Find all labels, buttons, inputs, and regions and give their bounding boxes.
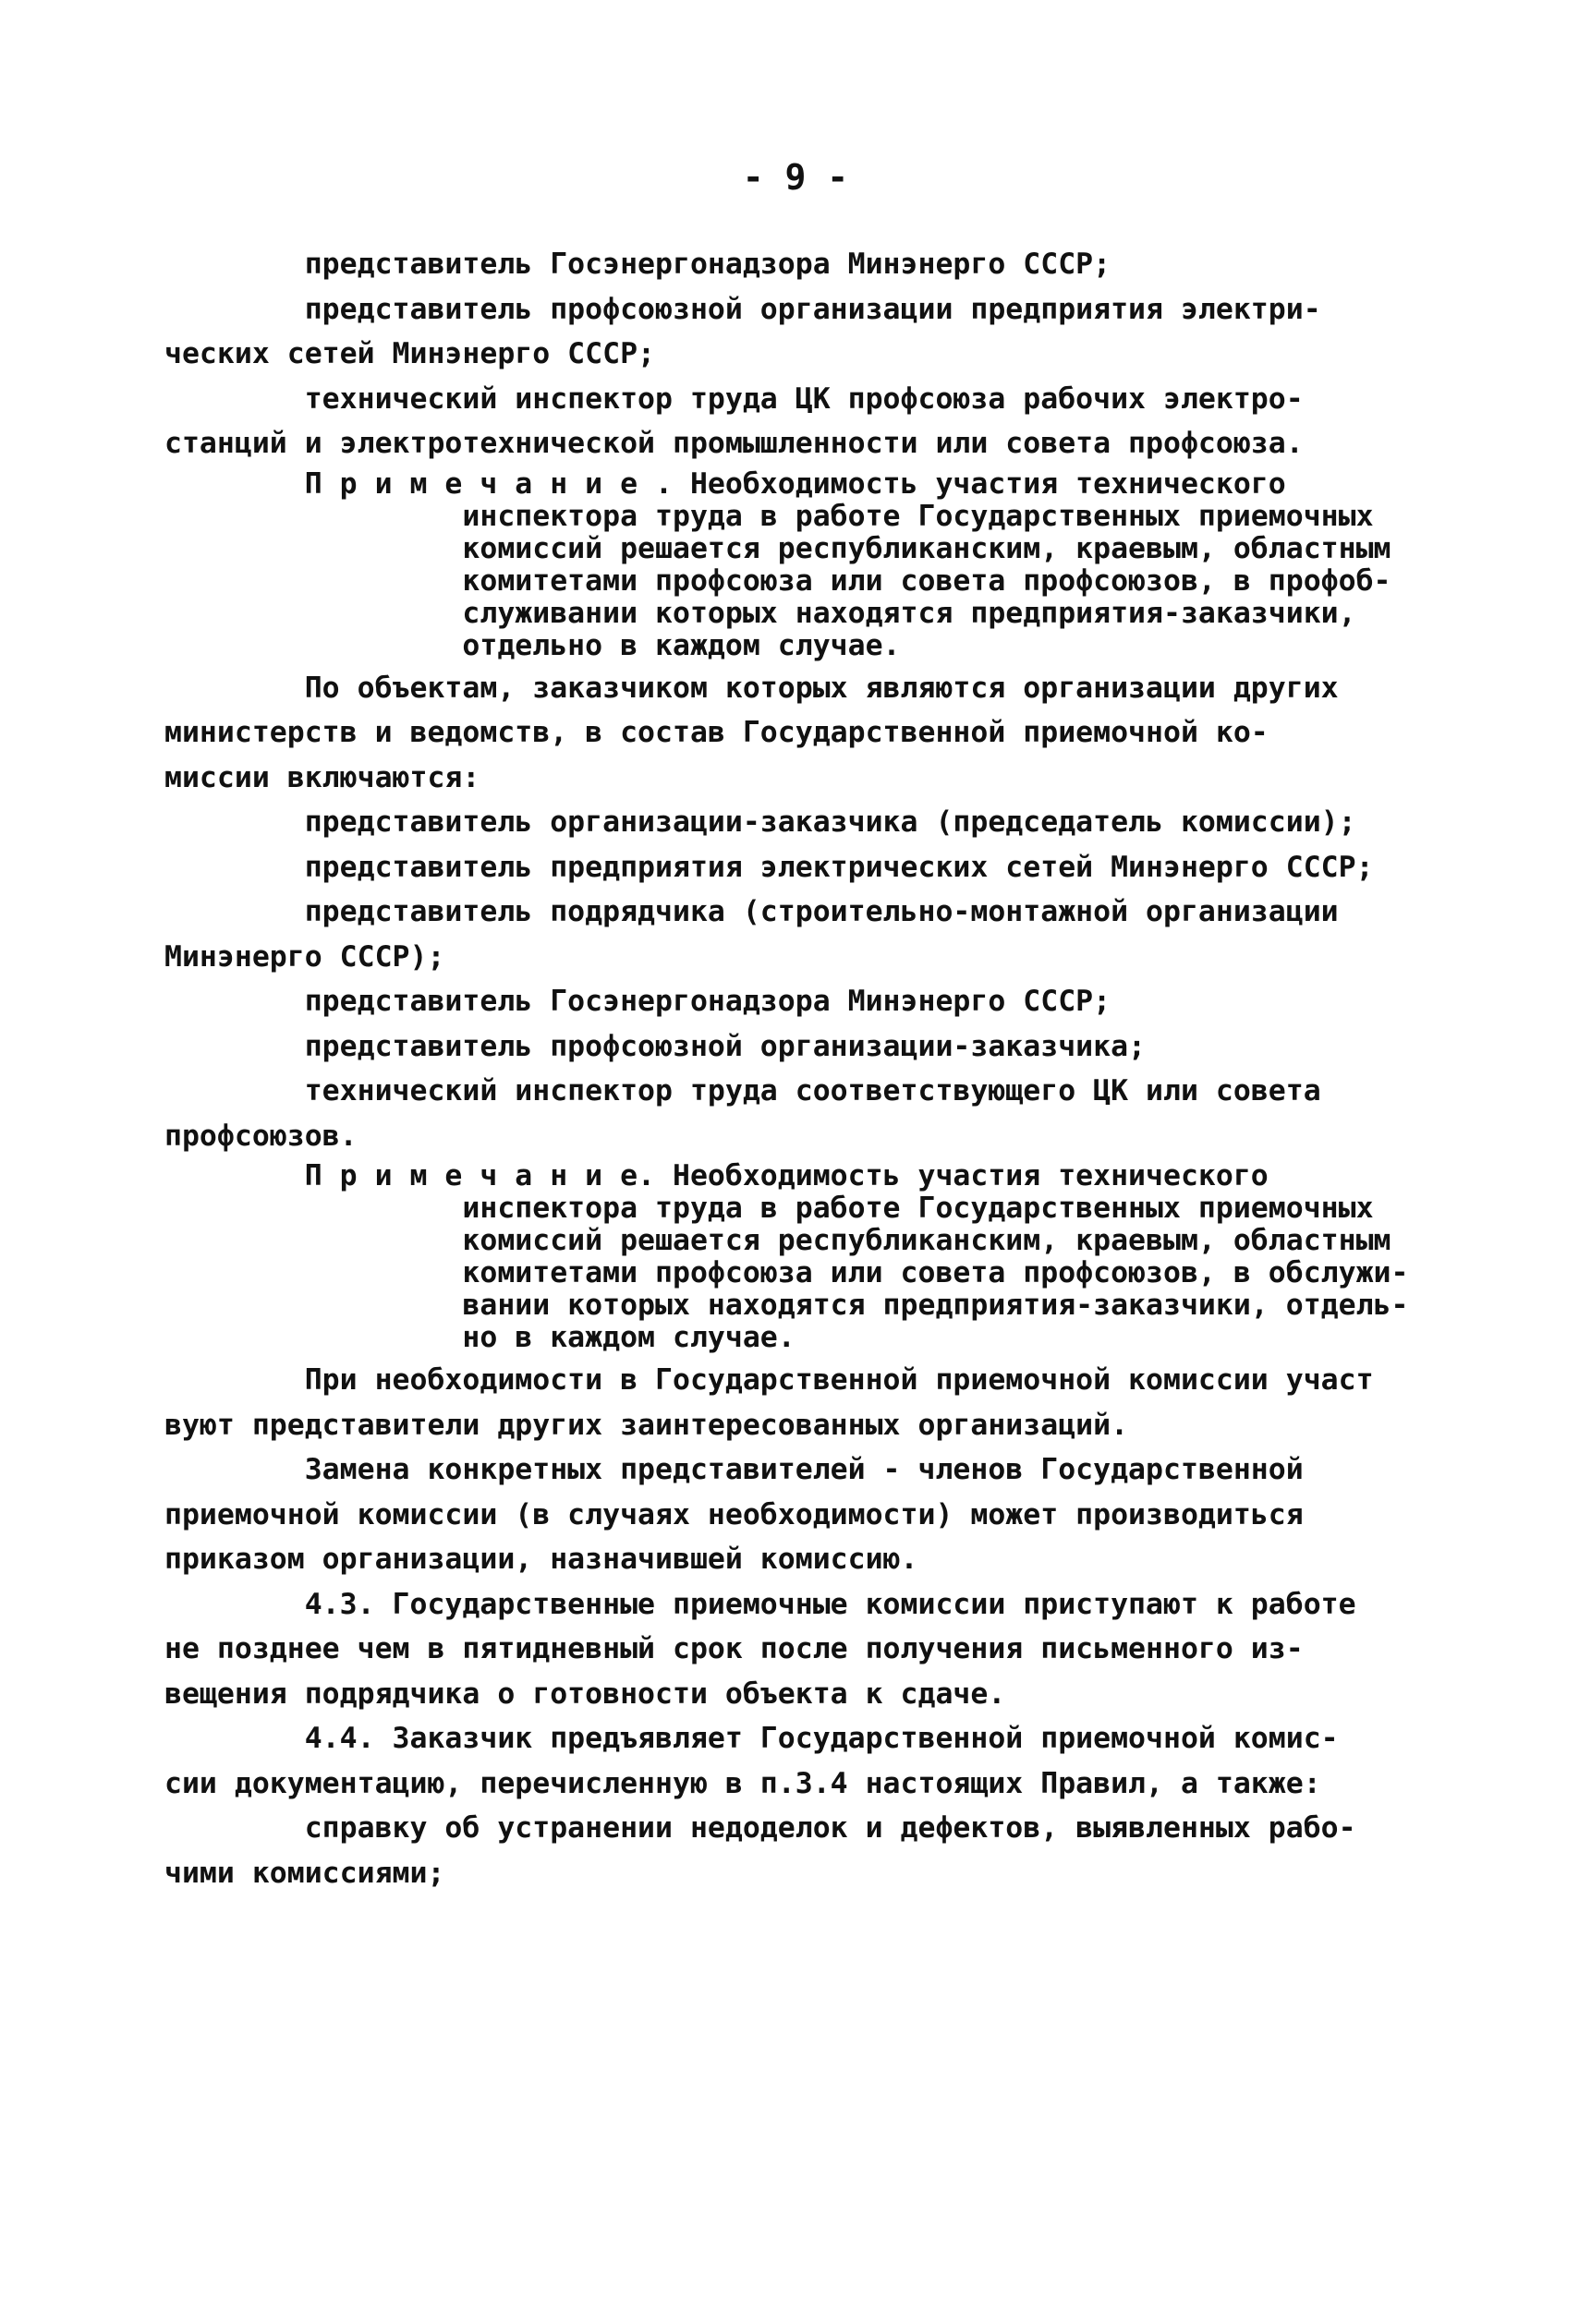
text-line: представитель Госэнергонадзора Минэнерго СССР; — [164, 985, 1111, 1018]
note-line: отдельно в каждом случае. — [164, 628, 901, 662]
text-line: При необходимости в Государственной приемочной комиссии участ — [164, 1363, 1374, 1397]
note-line: инспектора труда в работе Государственных приемочных — [164, 1192, 1374, 1225]
text-line: чими комиссиями; — [164, 1856, 445, 1890]
text-line: По объектам, заказчиком которых являются организации других — [164, 671, 1339, 705]
text-line: ческих сетей Минэнерго СССР; — [164, 337, 656, 370]
text-line: технический инспектор труда соответствующего ЦК или совета — [164, 1074, 1321, 1108]
text-line: профсоюзов. — [164, 1119, 358, 1153]
text-line: представитель организации-заказчика (председатель комиссии); — [164, 805, 1356, 839]
text-line: сии документацию, перечисленную в п.3.4 настоящих Правил, а также: — [164, 1766, 1321, 1800]
text-line: станций и электротехнической промышленности или совета профсоюза. — [164, 427, 1304, 460]
note-line: комиссий решается республиканским, краевым, областным — [164, 531, 1391, 565]
note-block — [164, 466, 1391, 662]
text-line: представитель предприятия электрических сетей Минэнерго СССР; — [164, 850, 1374, 884]
note-line: комитетами профсоюза или совета профсоюзов, в обслужи- — [164, 1256, 1409, 1289]
text-line: вуют представители других заинтересованных организаций. — [164, 1408, 1129, 1442]
note-line: вании которых находятся предприятия-заказчики, отдель- — [164, 1289, 1409, 1322]
note-line: П р и м е ч а н и е. Необходимость участия технического — [164, 1159, 1269, 1192]
page-number: - 9 - — [742, 157, 849, 198]
text-line: приказом организации, назначившей комиссию. — [164, 1543, 918, 1576]
text-line: Минэнерго СССР); — [164, 939, 445, 974]
text-line: представитель профсоюзной организации предприятия электри- — [164, 292, 1321, 326]
note-line: комиссий решается республиканским, краевым, областным — [164, 1224, 1391, 1257]
note-line: инспектора труда в работе Государственных приемочных — [164, 499, 1374, 533]
text-line: миссии включаются: — [164, 760, 480, 794]
note-line: но в каждом случае. — [164, 1321, 796, 1354]
text-line: 4.3. Государственные приемочные комиссии приступают к работе — [164, 1587, 1356, 1621]
text-line: министерств и ведомств, в состав Государственной приемочной ко- — [164, 716, 1269, 749]
note-line: П р и м е ч а н и е . Необходимость участия технического — [164, 466, 1286, 501]
text-line: технический инспектор труда ЦК профсоюза рабочих электро- — [164, 381, 1304, 416]
note-block — [164, 1159, 1409, 1354]
text-line: справку об устранении недоделок и дефектов, выявленных рабо- — [164, 1811, 1356, 1845]
text-line: представитель подрядчика (строительно-монтажной организации — [164, 895, 1339, 928]
note-line: комитетами профсоюза или совета профсоюзов, в профоб- — [164, 563, 1391, 598]
text-line: 4.4. Заказчик предъявляет Государственной приемочной комис- — [164, 1722, 1339, 1755]
text-line: вещения подрядчика о готовности объекта к сдаче. — [164, 1676, 1006, 1711]
note-line: служивании которых находятся предприятия-заказчики, — [164, 596, 1356, 630]
text-line: приемочной комиссии (в случаях необходимости) может производиться — [164, 1497, 1304, 1531]
text-line: представитель профсоюзной организации-заказчика; — [164, 1029, 1147, 1063]
text-line: не позднее чем в пятидневный срок после получения письменного из- — [164, 1632, 1304, 1665]
text-line: представитель Госэнергонадзора Минэнерго СССР; — [164, 248, 1111, 281]
text-line: Замена конкретных представителей - членов Государственной — [164, 1453, 1304, 1486]
document-body — [164, 242, 1409, 1895]
